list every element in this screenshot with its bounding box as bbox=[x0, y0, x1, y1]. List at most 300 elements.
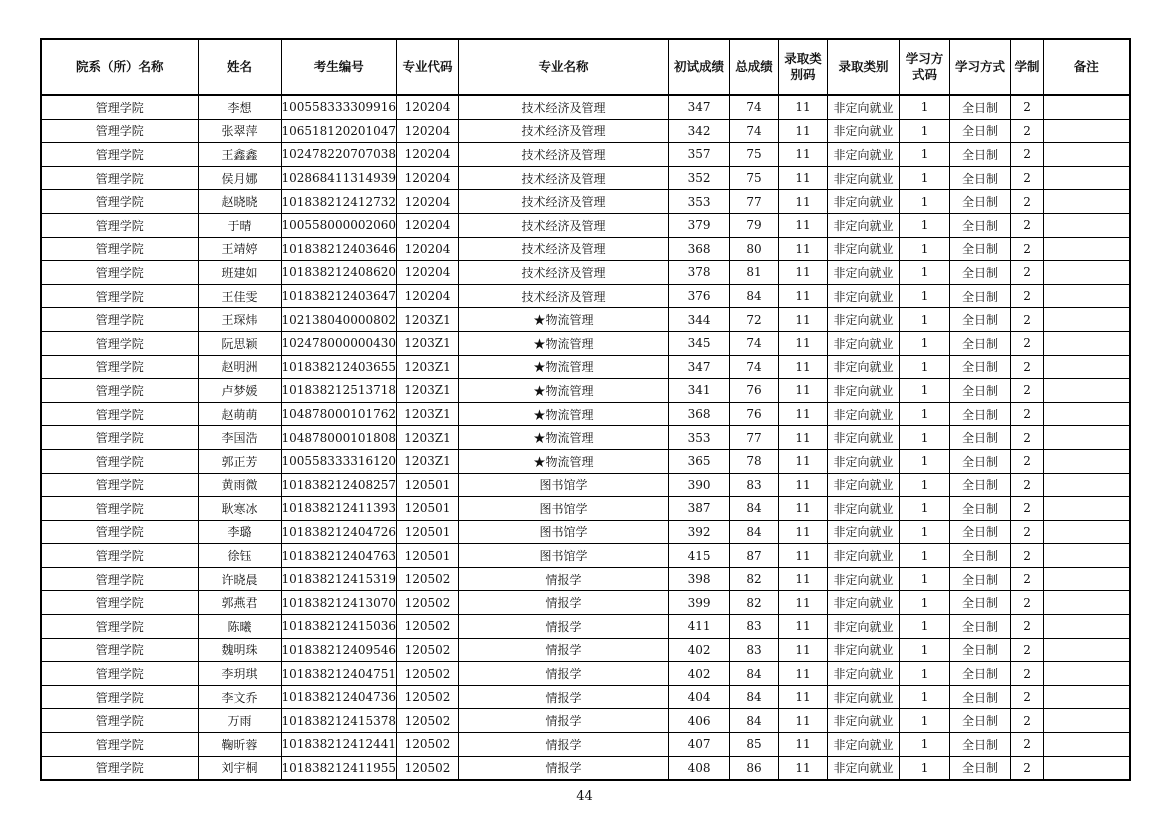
col-category-code-cell: 11 bbox=[779, 449, 828, 473]
col-study-mode-code-cell: 1 bbox=[900, 166, 950, 190]
col-prelim-score-cell: 344 bbox=[669, 308, 730, 332]
col-major-name-cell: 技术经济及管理 bbox=[459, 284, 669, 308]
col-prelim-score-cell: 376 bbox=[669, 284, 730, 308]
col-name-cell: 王鑫鑫 bbox=[198, 143, 281, 167]
col-name-cell: 班建如 bbox=[198, 261, 281, 285]
col-department-cell: 管理学院 bbox=[41, 473, 198, 497]
col-remarks-cell bbox=[1044, 544, 1130, 568]
col-candidate-id-cell: 101838212404763 bbox=[281, 544, 397, 568]
table-body bbox=[41, 95, 1130, 780]
col-department-cell: 管理学院 bbox=[41, 190, 198, 214]
col-total-score-cell: 83 bbox=[730, 638, 779, 662]
col-major-code-cell: 120501 bbox=[397, 520, 459, 544]
col-category-cell: 非定向就业 bbox=[828, 473, 900, 497]
col-remarks-cell bbox=[1044, 143, 1130, 167]
col-remarks-cell bbox=[1044, 756, 1130, 780]
col-category-cell: 非定向就业 bbox=[828, 520, 900, 544]
col-department-cell: 管理学院 bbox=[41, 355, 198, 379]
col-prelim-score-cell: 411 bbox=[669, 615, 730, 639]
col-prelim-score-cell: 378 bbox=[669, 261, 730, 285]
header-department: 院系（所）名称 bbox=[41, 39, 198, 95]
col-study-mode-code-cell: 1 bbox=[900, 544, 950, 568]
col-department-cell: 管理学院 bbox=[41, 284, 198, 308]
col-total-score-cell: 87 bbox=[730, 544, 779, 568]
col-total-score-cell: 81 bbox=[730, 261, 779, 285]
col-total-score-cell: 80 bbox=[730, 237, 779, 261]
header-name: 姓名 bbox=[198, 39, 281, 95]
col-remarks-cell bbox=[1044, 615, 1130, 639]
col-major-name-cell: 技术经济及管理 bbox=[459, 166, 669, 190]
col-total-score-cell: 75 bbox=[730, 166, 779, 190]
col-name-cell: 王琛炜 bbox=[198, 308, 281, 332]
col-study-mode-cell: 全日制 bbox=[950, 237, 1011, 261]
col-years-cell: 2 bbox=[1011, 426, 1044, 450]
col-prelim-score-cell: 415 bbox=[669, 544, 730, 568]
col-name-cell: 魏明珠 bbox=[198, 638, 281, 662]
table-row bbox=[41, 426, 1130, 450]
col-total-score-cell: 83 bbox=[730, 615, 779, 639]
table-row bbox=[41, 213, 1130, 237]
col-study-mode-cell: 全日制 bbox=[950, 308, 1011, 332]
col-candidate-id-cell: 102138040000802 bbox=[281, 308, 397, 332]
table-row bbox=[41, 95, 1130, 119]
col-category-cell: 非定向就业 bbox=[828, 331, 900, 355]
col-category-code-cell: 11 bbox=[779, 166, 828, 190]
col-major-code-cell: 120502 bbox=[397, 615, 459, 639]
col-name-cell: 黄雨微 bbox=[198, 473, 281, 497]
col-years-cell: 2 bbox=[1011, 473, 1044, 497]
col-name-cell: 徐钰 bbox=[198, 544, 281, 568]
col-prelim-score-cell: 398 bbox=[669, 567, 730, 591]
col-category-cell: 非定向就业 bbox=[828, 261, 900, 285]
col-total-score-cell: 75 bbox=[730, 143, 779, 167]
col-major-name-cell: ★物流管理 bbox=[459, 449, 669, 473]
col-name-cell: 赵萌萌 bbox=[198, 402, 281, 426]
col-total-score-cell: 74 bbox=[730, 119, 779, 143]
col-major-name-cell: 情报学 bbox=[459, 733, 669, 757]
col-study-mode-cell: 全日制 bbox=[950, 213, 1011, 237]
col-study-mode-code-cell: 1 bbox=[900, 685, 950, 709]
col-category-code-cell: 11 bbox=[779, 426, 828, 450]
col-major-name-cell: ★物流管理 bbox=[459, 308, 669, 332]
col-department-cell: 管理学院 bbox=[41, 662, 198, 686]
col-years-cell: 2 bbox=[1011, 190, 1044, 214]
col-name-cell: 耿寒冰 bbox=[198, 497, 281, 521]
col-major-name-cell: 图书馆学 bbox=[459, 544, 669, 568]
col-major-code-cell: 1203Z1 bbox=[397, 426, 459, 450]
col-prelim-score-cell: 392 bbox=[669, 520, 730, 544]
header-study-mode: 学习方式 bbox=[950, 39, 1011, 95]
col-major-name-cell: 情报学 bbox=[459, 662, 669, 686]
col-department-cell: 管理学院 bbox=[41, 143, 198, 167]
col-category-code-cell: 11 bbox=[779, 591, 828, 615]
col-remarks-cell bbox=[1044, 591, 1130, 615]
col-category-cell: 非定向就业 bbox=[828, 449, 900, 473]
page-number: 44 bbox=[576, 789, 593, 804]
col-candidate-id-cell: 101838212415378 bbox=[281, 709, 397, 733]
col-candidate-id-cell: 101838212411955 bbox=[281, 756, 397, 780]
col-remarks-cell bbox=[1044, 733, 1130, 757]
col-major-code-cell: 120502 bbox=[397, 733, 459, 757]
col-candidate-id-cell: 101838212409546 bbox=[281, 638, 397, 662]
col-category-cell: 非定向就业 bbox=[828, 709, 900, 733]
col-major-name-cell: 技术经济及管理 bbox=[459, 190, 669, 214]
col-study-mode-cell: 全日制 bbox=[950, 284, 1011, 308]
col-major-code-cell: 120502 bbox=[397, 662, 459, 686]
col-study-mode-cell: 全日制 bbox=[950, 261, 1011, 285]
col-major-code-cell: 120204 bbox=[397, 237, 459, 261]
col-major-code-cell: 120204 bbox=[397, 119, 459, 143]
col-category-cell: 非定向就业 bbox=[828, 544, 900, 568]
table-row bbox=[41, 544, 1130, 568]
col-category-code-cell: 11 bbox=[779, 379, 828, 403]
col-years-cell: 2 bbox=[1011, 119, 1044, 143]
col-major-code-cell: 120502 bbox=[397, 591, 459, 615]
col-candidate-id-cell: 104878000101762 bbox=[281, 402, 397, 426]
col-study-mode-code-cell: 1 bbox=[900, 615, 950, 639]
col-study-mode-cell: 全日制 bbox=[950, 426, 1011, 450]
table-row bbox=[41, 615, 1130, 639]
table-row bbox=[41, 237, 1130, 261]
col-study-mode-code-cell: 1 bbox=[900, 308, 950, 332]
col-category-cell: 非定向就业 bbox=[828, 379, 900, 403]
col-remarks-cell bbox=[1044, 213, 1130, 237]
col-major-code-cell: 1203Z1 bbox=[397, 331, 459, 355]
col-study-mode-code-cell: 1 bbox=[900, 190, 950, 214]
col-major-name-cell: 技术经济及管理 bbox=[459, 95, 669, 119]
col-category-cell: 非定向就业 bbox=[828, 284, 900, 308]
col-remarks-cell bbox=[1044, 662, 1130, 686]
col-department-cell: 管理学院 bbox=[41, 237, 198, 261]
table-row bbox=[41, 355, 1130, 379]
col-study-mode-cell: 全日制 bbox=[950, 662, 1011, 686]
col-candidate-id-cell: 101838212404751 bbox=[281, 662, 397, 686]
col-total-score-cell: 86 bbox=[730, 756, 779, 780]
col-years-cell: 2 bbox=[1011, 544, 1044, 568]
col-department-cell: 管理学院 bbox=[41, 733, 198, 757]
col-department-cell: 管理学院 bbox=[41, 213, 198, 237]
col-remarks-cell bbox=[1044, 402, 1130, 426]
col-candidate-id-cell: 101838212412441 bbox=[281, 733, 397, 757]
col-prelim-score-cell: 399 bbox=[669, 591, 730, 615]
col-prelim-score-cell: 402 bbox=[669, 662, 730, 686]
table-row bbox=[41, 166, 1130, 190]
col-years-cell: 2 bbox=[1011, 615, 1044, 639]
col-study-mode-code-cell: 1 bbox=[900, 426, 950, 450]
col-category-cell: 非定向就业 bbox=[828, 662, 900, 686]
col-category-cell: 非定向就业 bbox=[828, 355, 900, 379]
col-study-mode-code-cell: 1 bbox=[900, 119, 950, 143]
col-category-code-cell: 11 bbox=[779, 497, 828, 521]
col-total-score-cell: 84 bbox=[730, 662, 779, 686]
col-department-cell: 管理学院 bbox=[41, 119, 198, 143]
col-category-code-cell: 11 bbox=[779, 95, 828, 119]
col-major-code-cell: 120502 bbox=[397, 685, 459, 709]
col-major-name-cell: ★物流管理 bbox=[459, 331, 669, 355]
col-candidate-id-cell: 101838212404736 bbox=[281, 685, 397, 709]
col-category-code-cell: 11 bbox=[779, 685, 828, 709]
col-study-mode-cell: 全日制 bbox=[950, 638, 1011, 662]
col-study-mode-cell: 全日制 bbox=[950, 379, 1011, 403]
col-name-cell: 郭燕君 bbox=[198, 591, 281, 615]
col-study-mode-code-cell: 1 bbox=[900, 567, 950, 591]
col-category-code-cell: 11 bbox=[779, 473, 828, 497]
col-major-name-cell: 情报学 bbox=[459, 591, 669, 615]
col-name-cell: 李想 bbox=[198, 95, 281, 119]
col-years-cell: 2 bbox=[1011, 261, 1044, 285]
col-remarks-cell bbox=[1044, 638, 1130, 662]
col-category-cell: 非定向就业 bbox=[828, 402, 900, 426]
col-name-cell: 万雨 bbox=[198, 709, 281, 733]
col-prelim-score-cell: 353 bbox=[669, 190, 730, 214]
table-row bbox=[41, 567, 1130, 591]
col-remarks-cell bbox=[1044, 331, 1130, 355]
col-category-code-cell: 11 bbox=[779, 119, 828, 143]
table-row bbox=[41, 638, 1130, 662]
table-row bbox=[41, 591, 1130, 615]
col-study-mode-cell: 全日制 bbox=[950, 166, 1011, 190]
col-prelim-score-cell: 345 bbox=[669, 331, 730, 355]
col-name-cell: 王靖婷 bbox=[198, 237, 281, 261]
col-prelim-score-cell: 365 bbox=[669, 449, 730, 473]
col-category-code-cell: 11 bbox=[779, 520, 828, 544]
table-row bbox=[41, 379, 1130, 403]
col-name-cell: 鞠昕蓉 bbox=[198, 733, 281, 757]
col-category-code-cell: 11 bbox=[779, 756, 828, 780]
col-remarks-cell bbox=[1044, 426, 1130, 450]
col-major-name-cell: 情报学 bbox=[459, 638, 669, 662]
col-remarks-cell bbox=[1044, 379, 1130, 403]
col-department-cell: 管理学院 bbox=[41, 638, 198, 662]
table-row bbox=[41, 331, 1130, 355]
col-prelim-score-cell: 406 bbox=[669, 709, 730, 733]
col-category-cell: 非定向就业 bbox=[828, 166, 900, 190]
col-study-mode-cell: 全日制 bbox=[950, 709, 1011, 733]
col-prelim-score-cell: 353 bbox=[669, 426, 730, 450]
col-category-code-cell: 11 bbox=[779, 143, 828, 167]
col-category-code-cell: 11 bbox=[779, 331, 828, 355]
header-study-mode-code: 学习方式码 bbox=[900, 39, 950, 95]
col-total-score-cell: 74 bbox=[730, 331, 779, 355]
col-candidate-id-cell: 100558333309916 bbox=[281, 95, 397, 119]
col-study-mode-cell: 全日制 bbox=[950, 567, 1011, 591]
col-study-mode-cell: 全日制 bbox=[950, 520, 1011, 544]
col-major-code-cell: 120204 bbox=[397, 190, 459, 214]
admission-table bbox=[40, 38, 1131, 781]
col-major-name-cell: 图书馆学 bbox=[459, 520, 669, 544]
col-department-cell: 管理学院 bbox=[41, 615, 198, 639]
col-study-mode-cell: 全日制 bbox=[950, 544, 1011, 568]
table-row bbox=[41, 402, 1130, 426]
col-department-cell: 管理学院 bbox=[41, 379, 198, 403]
table-row bbox=[41, 308, 1130, 332]
header-major-code: 专业代码 bbox=[397, 39, 459, 95]
col-study-mode-code-cell: 1 bbox=[900, 709, 950, 733]
col-total-score-cell: 79 bbox=[730, 213, 779, 237]
col-total-score-cell: 83 bbox=[730, 473, 779, 497]
col-remarks-cell bbox=[1044, 567, 1130, 591]
table-row bbox=[41, 190, 1130, 214]
col-category-code-cell: 11 bbox=[779, 567, 828, 591]
col-study-mode-cell: 全日制 bbox=[950, 756, 1011, 780]
col-major-code-cell: 120502 bbox=[397, 756, 459, 780]
col-total-score-cell: 74 bbox=[730, 95, 779, 119]
col-major-code-cell: 120502 bbox=[397, 638, 459, 662]
col-prelim-score-cell: 379 bbox=[669, 213, 730, 237]
col-department-cell: 管理学院 bbox=[41, 426, 198, 450]
col-study-mode-cell: 全日制 bbox=[950, 190, 1011, 214]
col-years-cell: 2 bbox=[1011, 733, 1044, 757]
col-candidate-id-cell: 106518120201047 bbox=[281, 119, 397, 143]
col-study-mode-code-cell: 1 bbox=[900, 733, 950, 757]
col-remarks-cell bbox=[1044, 355, 1130, 379]
col-study-mode-code-cell: 1 bbox=[900, 284, 950, 308]
col-prelim-score-cell: 341 bbox=[669, 379, 730, 403]
col-study-mode-code-cell: 1 bbox=[900, 473, 950, 497]
col-category-cell: 非定向就业 bbox=[828, 567, 900, 591]
col-study-mode-code-cell: 1 bbox=[900, 379, 950, 403]
col-major-name-cell: ★物流管理 bbox=[459, 379, 669, 403]
col-major-code-cell: 120204 bbox=[397, 95, 459, 119]
col-major-name-cell: 图书馆学 bbox=[459, 473, 669, 497]
col-major-code-cell: 120501 bbox=[397, 473, 459, 497]
table-row bbox=[41, 119, 1130, 143]
col-name-cell: 李玥琪 bbox=[198, 662, 281, 686]
col-study-mode-cell: 全日制 bbox=[950, 615, 1011, 639]
table-row bbox=[41, 284, 1130, 308]
col-category-cell: 非定向就业 bbox=[828, 638, 900, 662]
col-name-cell: 张翠萍 bbox=[198, 119, 281, 143]
col-candidate-id-cell: 101838212413070 bbox=[281, 591, 397, 615]
col-category-code-cell: 11 bbox=[779, 709, 828, 733]
table-row bbox=[41, 733, 1130, 757]
col-department-cell: 管理学院 bbox=[41, 308, 198, 332]
col-prelim-score-cell: 390 bbox=[669, 473, 730, 497]
col-category-cell: 非定向就业 bbox=[828, 591, 900, 615]
col-major-code-cell: 120204 bbox=[397, 284, 459, 308]
col-study-mode-code-cell: 1 bbox=[900, 237, 950, 261]
col-department-cell: 管理学院 bbox=[41, 520, 198, 544]
col-remarks-cell bbox=[1044, 261, 1130, 285]
col-department-cell: 管理学院 bbox=[41, 709, 198, 733]
col-candidate-id-cell: 101838212415036 bbox=[281, 615, 397, 639]
header-years: 学制 bbox=[1011, 39, 1044, 95]
col-major-code-cell: 120204 bbox=[397, 143, 459, 167]
col-major-name-cell: 图书馆学 bbox=[459, 497, 669, 521]
col-total-score-cell: 84 bbox=[730, 685, 779, 709]
col-category-code-cell: 11 bbox=[779, 638, 828, 662]
col-major-name-cell: 情报学 bbox=[459, 685, 669, 709]
col-major-name-cell: ★物流管理 bbox=[459, 402, 669, 426]
col-category-code-cell: 11 bbox=[779, 308, 828, 332]
col-major-code-cell: 1203Z1 bbox=[397, 402, 459, 426]
col-prelim-score-cell: 342 bbox=[669, 119, 730, 143]
col-years-cell: 2 bbox=[1011, 213, 1044, 237]
col-study-mode-code-cell: 1 bbox=[900, 143, 950, 167]
col-category-cell: 非定向就业 bbox=[828, 733, 900, 757]
col-major-code-cell: 1203Z1 bbox=[397, 355, 459, 379]
col-category-code-cell: 11 bbox=[779, 355, 828, 379]
col-candidate-id-cell: 101838212513718 bbox=[281, 379, 397, 403]
col-category-cell: 非定向就业 bbox=[828, 143, 900, 167]
col-prelim-score-cell: 347 bbox=[669, 355, 730, 379]
col-category-code-cell: 11 bbox=[779, 402, 828, 426]
col-study-mode-cell: 全日制 bbox=[950, 685, 1011, 709]
table-row bbox=[41, 473, 1130, 497]
header-category-code: 录取类别码 bbox=[779, 39, 828, 95]
table-row bbox=[41, 497, 1130, 521]
col-name-cell: 刘宇桐 bbox=[198, 756, 281, 780]
col-major-name-cell: 技术经济及管理 bbox=[459, 237, 669, 261]
col-study-mode-code-cell: 1 bbox=[900, 355, 950, 379]
col-candidate-id-cell: 101838212412732 bbox=[281, 190, 397, 214]
col-years-cell: 2 bbox=[1011, 355, 1044, 379]
col-years-cell: 2 bbox=[1011, 685, 1044, 709]
col-years-cell: 2 bbox=[1011, 379, 1044, 403]
col-major-code-cell: 120204 bbox=[397, 166, 459, 190]
col-total-score-cell: 82 bbox=[730, 591, 779, 615]
col-years-cell: 2 bbox=[1011, 166, 1044, 190]
col-prelim-score-cell: 352 bbox=[669, 166, 730, 190]
table-row bbox=[41, 143, 1130, 167]
col-years-cell: 2 bbox=[1011, 331, 1044, 355]
col-category-cell: 非定向就业 bbox=[828, 756, 900, 780]
col-major-code-cell: 120204 bbox=[397, 261, 459, 285]
col-remarks-cell bbox=[1044, 119, 1130, 143]
col-category-cell: 非定向就业 bbox=[828, 426, 900, 450]
table-row bbox=[41, 685, 1130, 709]
col-major-code-cell: 1203Z1 bbox=[397, 379, 459, 403]
table-row bbox=[41, 261, 1130, 285]
col-study-mode-cell: 全日制 bbox=[950, 143, 1011, 167]
col-name-cell: 于晴 bbox=[198, 213, 281, 237]
col-prelim-score-cell: 387 bbox=[669, 497, 730, 521]
col-major-code-cell: 120502 bbox=[397, 567, 459, 591]
col-major-name-cell: 情报学 bbox=[459, 567, 669, 591]
col-years-cell: 2 bbox=[1011, 591, 1044, 615]
col-major-code-cell: 120501 bbox=[397, 544, 459, 568]
col-study-mode-code-cell: 1 bbox=[900, 449, 950, 473]
col-major-name-cell: 情报学 bbox=[459, 615, 669, 639]
col-candidate-id-cell: 102478220707038 bbox=[281, 143, 397, 167]
col-department-cell: 管理学院 bbox=[41, 166, 198, 190]
col-years-cell: 2 bbox=[1011, 709, 1044, 733]
col-name-cell: 赵晓晓 bbox=[198, 190, 281, 214]
col-name-cell: 王佳雯 bbox=[198, 284, 281, 308]
col-study-mode-code-cell: 1 bbox=[900, 402, 950, 426]
col-major-code-cell: 120502 bbox=[397, 709, 459, 733]
col-category-code-cell: 11 bbox=[779, 662, 828, 686]
header-major-name: 专业名称 bbox=[459, 39, 669, 95]
col-prelim-score-cell: 347 bbox=[669, 95, 730, 119]
col-name-cell: 李国浩 bbox=[198, 426, 281, 450]
col-candidate-id-cell: 101838212408620 bbox=[281, 261, 397, 285]
col-department-cell: 管理学院 bbox=[41, 449, 198, 473]
col-category-code-cell: 11 bbox=[779, 284, 828, 308]
col-years-cell: 2 bbox=[1011, 520, 1044, 544]
col-prelim-score-cell: 357 bbox=[669, 143, 730, 167]
col-category-code-cell: 11 bbox=[779, 733, 828, 757]
table-header bbox=[41, 39, 1130, 95]
col-remarks-cell bbox=[1044, 520, 1130, 544]
col-category-code-cell: 11 bbox=[779, 615, 828, 639]
col-category-cell: 非定向就业 bbox=[828, 497, 900, 521]
col-years-cell: 2 bbox=[1011, 402, 1044, 426]
col-major-code-cell: 120204 bbox=[397, 213, 459, 237]
table-row bbox=[41, 449, 1130, 473]
col-major-name-cell: 技术经济及管理 bbox=[459, 261, 669, 285]
col-major-name-cell: 情报学 bbox=[459, 709, 669, 733]
